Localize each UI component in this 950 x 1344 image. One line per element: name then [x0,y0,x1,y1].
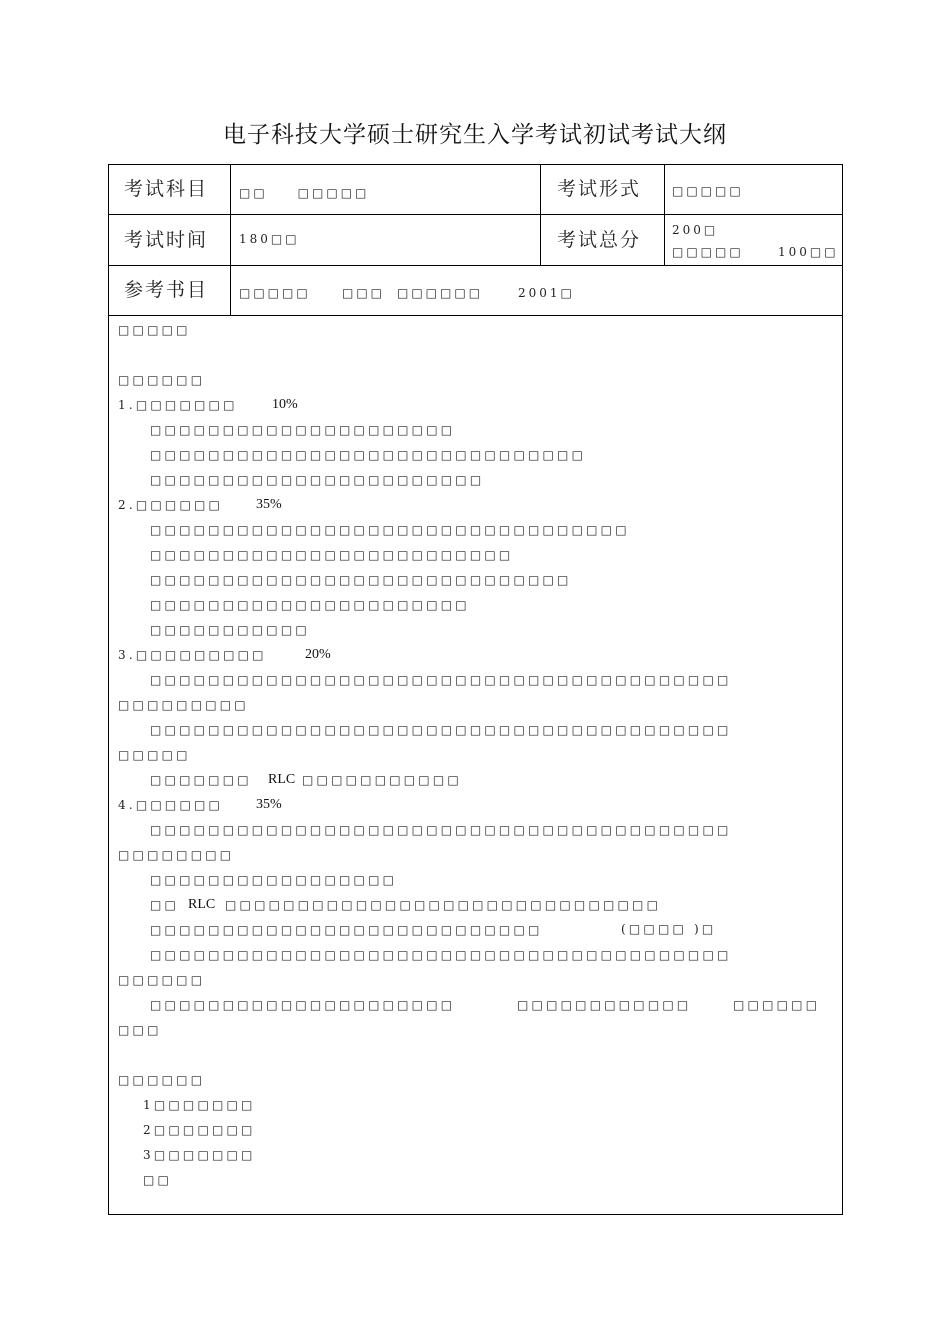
score-value-sub: 100□□ [778,245,839,259]
text-line: □□□□□□□□□□□ [150,623,310,637]
column-divider [664,164,665,265]
column-divider [540,164,541,265]
text-line: □□□□□□□□□□□□□□□□□□□□□□□□□□□□□□□□□□□□□□□□ [150,823,732,837]
text-line: □□□□□□□□□□□□□□□□□□□□□□□ [150,473,485,487]
text-line: □□□□□□□□□□□□□□□□□□□□□□ [150,598,470,612]
books-label: 参考书目 [124,279,209,301]
text-line: □□□□□□□□□ [118,698,249,712]
row-divider [108,315,843,316]
text-line: □□□□□□□□□□□□□□□□□□□□□□□□□□□□□□□□□ [150,523,630,537]
books-value-publisher: □□□□□□ [397,286,484,300]
score-value-total: 200□ [672,223,719,237]
text-line: □□□□□□□□□□□□□□□□□□□□□□□□□□□□□□ [225,898,662,912]
list-item: □□ [143,1173,173,1187]
text-line: □□□□□□□□□□□□□□□□□□□□□□□□□ [150,548,514,562]
text-line: □□□□□□□□□□□□□□□□□□□□□ [150,423,456,437]
books-value-year: 2001□ [518,286,575,300]
text-line: □□□□□□□□ [118,848,235,862]
topic-weight: 20% [305,647,331,662]
text-line: □□□ [118,1023,162,1037]
text-line: □□□□□□□□□□□□□□□□□□□□□□□□□□□□□□ [150,448,587,462]
books-value-title: □□□□□ [239,286,311,300]
row-divider [108,265,843,266]
column-divider [230,164,231,315]
topic-title: 2.□□□□□□ [118,498,224,512]
section-heading: □□□□□ [118,323,191,337]
text-line: )□ [694,922,717,936]
time-label: 考试时间 [124,229,209,251]
text-line: □□□□□□ [118,973,206,987]
topic-title: 1.□□□□□□□ [118,398,238,412]
section-heading: □□□□□□ [118,1073,206,1087]
text-line-term: RLC [188,897,216,912]
text-line-term: RLC [268,772,296,787]
topic-title: 3.□□□□□□□□□ [118,648,267,662]
row-divider [108,214,843,215]
text-line: □□□□□□□□□□□□ [517,998,692,1012]
format-label: 考试形式 [557,178,642,200]
text-line: □□□□□□□□□□□□□□□□□□□□□□□□□□□□□□□□□□□□□□□□ [150,948,732,962]
text-line: □□□□□□□□□□□□□□□□□□□□□ [150,998,456,1012]
syllabus-table [108,164,843,1215]
text-line: □□□□□□□□□□□ [302,773,462,787]
books-value-author: □□□ [342,286,386,300]
text-line: □□□□□□□□□□□□□□□□□□□□□□□□□□□□□ [150,573,572,587]
topic-weight: 35% [256,797,282,812]
topic-weight: 10% [272,397,298,412]
score-value-sub-label: □□□□□ [672,245,744,259]
list-item: 1□□□□□□□ [143,1098,256,1112]
text-line: □□□□□□□□□□□□□□□□□□□□□□□□□□□□□□□□□□□□□□□□ [150,723,732,737]
text-line: □□□□□ [118,748,191,762]
topic-title: 4.□□□□□□ [118,798,224,812]
format-value: □□□□□ [672,184,744,198]
text-line: □□□□□□□□□□□□□□□□□□□□□□□□□□□□□□□□□□□□□□□□ [150,673,732,687]
document-title: 电子科技大学硕士研究生入学考试初试考试大纲 [223,122,727,148]
text-line: □□□□□□□ [150,773,252,787]
list-item: 3□□□□□□□ [143,1148,256,1162]
list-item: 2□□□□□□□ [143,1123,256,1137]
score-label: 考试总分 [557,229,642,251]
section-heading: □□□□□□ [118,373,206,387]
text-line: □□□□□□□□□□□□□□□□□□□□□□□□□□□ [150,923,543,937]
topic-weight: 35% [256,497,282,512]
subject-label: 考试科目 [124,178,209,200]
text-line: □□ [150,898,180,912]
text-line: □□□□□□ [733,998,821,1012]
text-line: □□□□□□□□□□□□□□□□□ [150,873,398,887]
time-value: 180□□ [239,232,300,246]
text-line: (□□□□ [621,922,688,936]
subject-value: □□ □□□□□ [239,186,370,200]
